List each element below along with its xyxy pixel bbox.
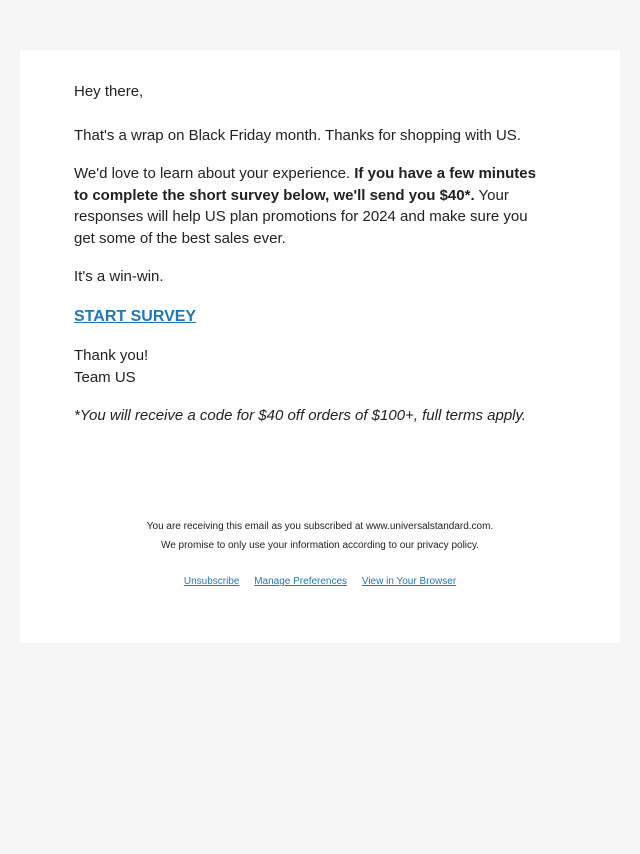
- greeting-text: Hey there,: [74, 83, 144, 100]
- manage-preferences-link[interactable]: Manage Preferences: [254, 576, 348, 587]
- email-footer: [20, 517, 620, 591]
- experience-paragraph: [74, 163, 544, 249]
- start-survey-link[interactable]: START SURVEY: [74, 307, 197, 325]
- email-card: [20, 50, 620, 643]
- thanks-text: Thank you!: [74, 347, 149, 364]
- team-text: Team US: [74, 368, 136, 386]
- experience-offer: If you have a few minutes to complete the short survey below, we'll send you $40*.: [74, 165, 536, 204]
- unsubscribe-link[interactable]: Unsubscribe: [183, 576, 240, 587]
- footer-subscription-note: You are receiving this email as you subscribed at www.universalstandard.com.: [146, 521, 494, 532]
- view-in-browser-link[interactable]: View in Your Browser: [361, 576, 457, 587]
- email-body: [74, 81, 544, 427]
- wrap-paragraph: That's a wrap on Black Friday month. Thanks for shopping with US.: [74, 126, 521, 144]
- sign-off: [74, 345, 544, 388]
- footer-links: [20, 572, 620, 591]
- terms-text: *You will receive a code for $40 off orders of $100+, full terms apply.: [74, 407, 527, 424]
- win-win-text: It's a win-win.: [74, 268, 164, 285]
- footer-privacy-note: We promise to only use your information according to our privacy policy.: [160, 540, 480, 551]
- experience-intro: We'd love to learn about your experience.: [74, 165, 351, 182]
- experience-rest: Your responses will help US plan promotions for 2024 and make sure you get some of the best sales ever.: [74, 186, 528, 247]
